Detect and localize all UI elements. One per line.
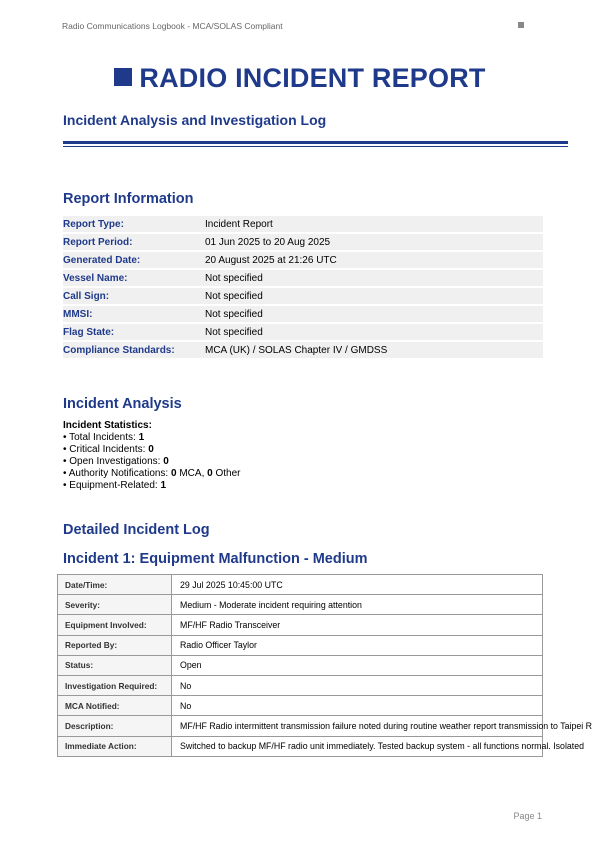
- table-row: [63, 288, 543, 304]
- title-rule-thick: [63, 141, 568, 144]
- info-label: Vessel Name:: [63, 270, 205, 286]
- table-row: [63, 216, 543, 232]
- stat-label: • Critical Incidents:: [63, 444, 149, 455]
- page-number: Page 1: [513, 811, 542, 821]
- stat-label: • Open Investigations:: [63, 456, 164, 467]
- detailed-log-heading: Detailed Incident Log: [63, 522, 210, 538]
- table-row: [63, 306, 543, 322]
- stat-value: 0: [171, 468, 177, 479]
- running-header: [62, 21, 524, 33]
- table-row: [63, 234, 543, 250]
- incident-heading: Incident 1: Equipment Malfunction - Medium: [63, 551, 368, 567]
- report-subtitle: Incident Analysis and Investigation Log: [63, 112, 327, 128]
- table-row: [58, 615, 543, 635]
- incident-value: No: [172, 696, 543, 716]
- incident-value: MF/HF Radio intermittent transmission failure noted during routine weather report transmission to Taipei R: [172, 716, 543, 736]
- info-value: MCA (UK) / SOLAS Chapter IV / GMDSS: [205, 342, 543, 358]
- stat-value: 1: [160, 480, 167, 491]
- table-row: [63, 324, 543, 340]
- report-information-heading: Report Information: [63, 191, 194, 207]
- table-row: [58, 655, 543, 675]
- info-value: Not specified: [205, 306, 543, 322]
- table-row: [58, 635, 543, 655]
- info-label: Call Sign:: [63, 288, 205, 304]
- table-row: [58, 595, 543, 615]
- incident-value: 29 Jul 2025 10:45:00 UTC: [172, 575, 543, 595]
- incident-value: Switched to backup MF/HF radio unit immediately. Tested backup system - all functions normal. Isolated: [172, 736, 543, 756]
- report-title: [0, 63, 600, 94]
- incident-table-container: [57, 574, 593, 757]
- report-title-text: RADIO INCIDENT REPORT: [139, 63, 486, 93]
- info-value: 01 Jun 2025 to 20 Aug 2025: [205, 234, 543, 250]
- stat-label: Other: [212, 468, 241, 479]
- info-label: Report Period:: [63, 234, 205, 250]
- stat-value: 0: [163, 456, 169, 467]
- table-row: [63, 270, 543, 286]
- stat-critical: [63, 444, 240, 456]
- info-value: Not specified: [205, 288, 543, 304]
- incident-label: Status:: [58, 655, 172, 675]
- running-header-title: Radio Communications Logbook - MCA/SOLAS Compliant: [62, 21, 283, 31]
- info-value: 20 August 2025 at 21:26 UTC: [205, 252, 543, 268]
- table-row: [58, 716, 543, 736]
- stat-equipment: [63, 480, 240, 492]
- info-value: Incident Report: [205, 216, 543, 232]
- info-label: Compliance Standards:: [63, 342, 205, 358]
- title-square-icon: [114, 68, 132, 86]
- info-value: Not specified: [205, 270, 543, 286]
- table-row: [63, 252, 543, 268]
- header-square-icon: [518, 22, 524, 28]
- incident-value: Medium - Moderate incident requiring attention: [172, 595, 543, 615]
- stat-label: • Authority Notifications:: [63, 468, 171, 479]
- stat-label: • Total Incidents:: [63, 432, 139, 443]
- stat-value: 1: [138, 432, 145, 443]
- title-rule-thin: [63, 146, 568, 147]
- incident-value: No: [172, 675, 543, 695]
- incident-table: [57, 574, 593, 757]
- stat-authority: [63, 468, 240, 480]
- table-row: [58, 696, 543, 716]
- incident-label: Severity:: [58, 595, 172, 615]
- table-row: [58, 675, 543, 695]
- incident-label: Immediate Action:: [58, 736, 172, 756]
- incident-label: Description:: [58, 716, 172, 736]
- incident-label: MCA Notified:: [58, 696, 172, 716]
- incident-analysis-heading: Incident Analysis: [63, 396, 182, 412]
- info-label: MMSI:: [63, 306, 205, 322]
- stat-label: • Equipment-Related:: [63, 480, 161, 491]
- incident-value: Radio Officer Taylor: [172, 635, 543, 655]
- table-row: [63, 342, 543, 358]
- info-label: Generated Date:: [63, 252, 205, 268]
- stat-value: 0: [148, 444, 154, 455]
- incident-label: Reported By:: [58, 635, 172, 655]
- report-information-table: [63, 214, 543, 360]
- table-row: [58, 575, 543, 595]
- incident-value: MF/HF Radio Transceiver: [172, 615, 543, 635]
- incident-value: Open: [172, 655, 543, 675]
- stat-label: MCA,: [176, 468, 208, 479]
- incident-label: Investigation Required:: [58, 675, 172, 695]
- stat-total: [63, 432, 240, 444]
- incident-statistics: [63, 420, 240, 492]
- incident-label: Equipment Involved:: [58, 615, 172, 635]
- info-label: Report Type:: [63, 216, 205, 232]
- table-row: [58, 736, 543, 756]
- info-value: Not specified: [205, 324, 543, 340]
- incident-label: Date/Time:: [58, 575, 172, 595]
- stat-value: 0: [207, 468, 213, 479]
- stat-open: [63, 456, 240, 468]
- info-label: Flag State:: [63, 324, 205, 340]
- statistics-title: Incident Statistics:: [63, 420, 152, 431]
